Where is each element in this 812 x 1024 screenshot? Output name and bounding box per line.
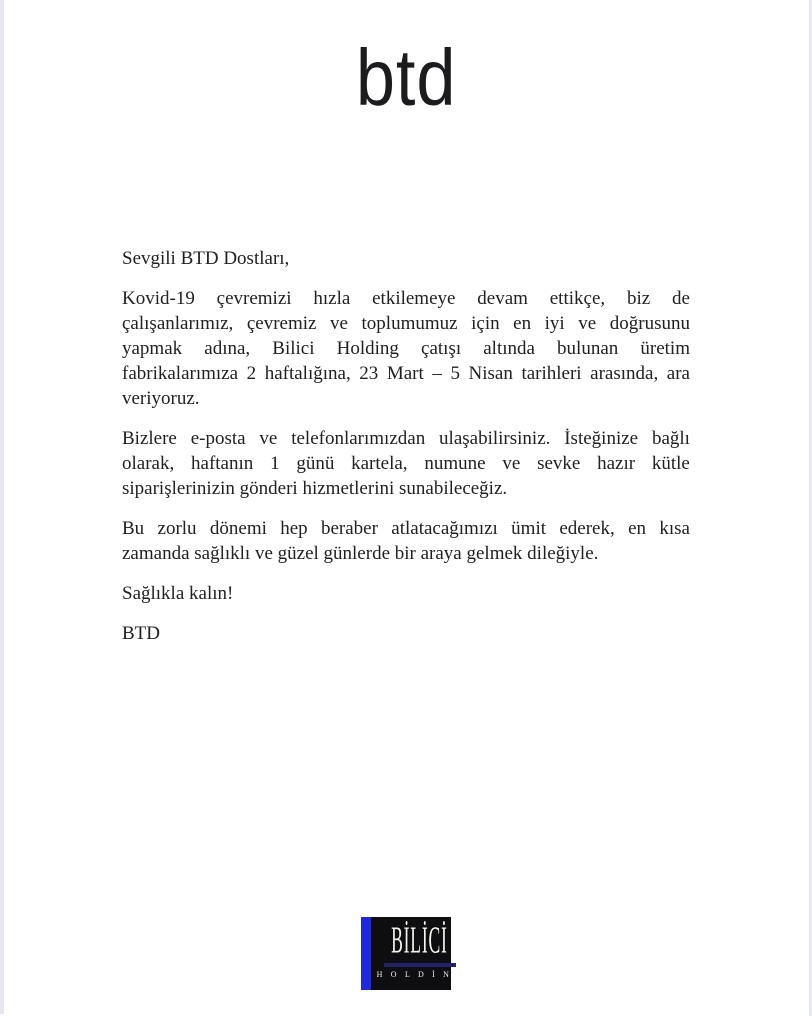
letter-body	[122, 246, 690, 646]
letter-paragraph	[122, 286, 690, 411]
letter-line: siparişlerinizin gönderi hizmetlerini sunabileceğiz.	[122, 478, 508, 499]
bilici-logo-inner	[371, 917, 469, 990]
letter-line: çalışanlarımız, çevremiz ve toplumumuz için en iyi ve doğrusunu	[122, 313, 690, 334]
letter-line: veriyoruz.	[122, 388, 200, 409]
letter-line: olarak, haftanın 1 günü kartela, numune ve sevke hazır kütle	[122, 453, 690, 474]
bilici-holding-label: H O L D İ N G	[376, 970, 467, 979]
letter-line: zamanda sağlıklı ve güzel günlerde bir araya gelmek dileğiyle.	[122, 543, 599, 564]
salutation: Sevgili BTD Dostları,	[122, 248, 290, 269]
btd-wordmark	[0, 33, 812, 122]
closing-line: Sağlıkla kalın!	[122, 583, 234, 604]
bilici-holding-logo	[361, 917, 467, 990]
letter-line: yapmak adına, Bilici Holding çatışı altında bulunan üretim	[122, 338, 690, 359]
letter-paragraph	[122, 426, 690, 501]
letter-line: Bu zorlu dönemi hep beraber atlatacağımızı ümit ederek, en kısa	[122, 518, 690, 539]
bilici-blue-bar	[361, 917, 371, 990]
btd-wordmark-text: btd	[355, 33, 457, 122]
letter-paragraphs	[122, 286, 690, 566]
signature: BTD	[122, 623, 160, 644]
letter-line: Bizlere e-posta ve telefonlarımızdan ulaşabilirsiniz. İsteğinize bağlı	[122, 428, 690, 449]
letter-line: fabrikalarımıza 2 haftalığına, 23 Mart – 5 Nisan tarihleri arasında, ara	[122, 363, 690, 384]
letter-line: Kovid-19 çevremizi hızla etkilemeye devam ettikçe, biz de	[122, 288, 690, 309]
letter-paragraph	[122, 516, 690, 566]
page-edge-left	[0, 0, 4, 1014]
bilici-name: BİLİCİ	[391, 917, 449, 961]
